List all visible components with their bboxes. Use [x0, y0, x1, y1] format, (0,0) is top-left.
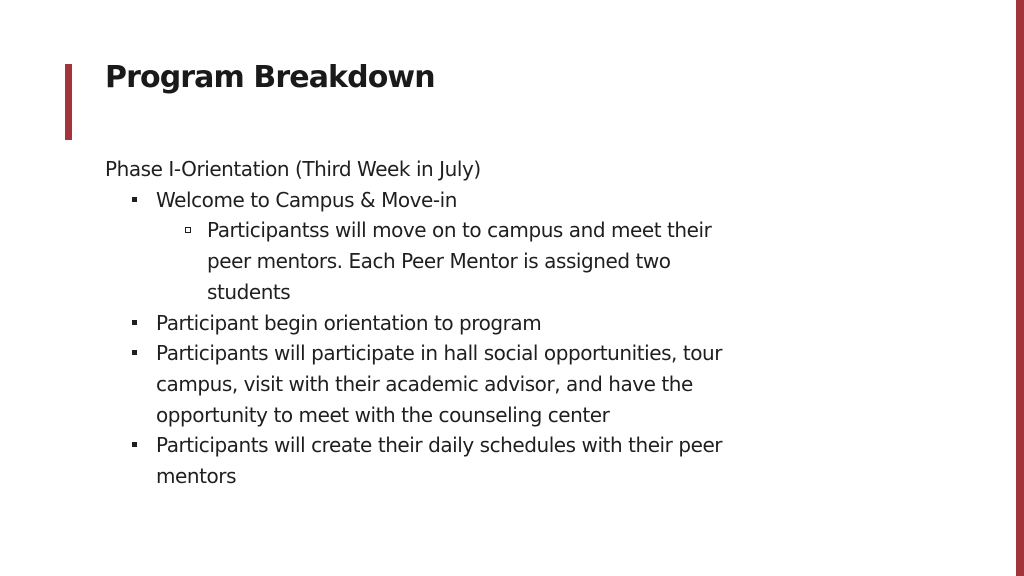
square-bullet-icon	[132, 350, 137, 355]
sub-bullet-item	[207, 215, 765, 307]
hollow-square-bullet-icon	[185, 227, 191, 233]
title-accent-bar	[65, 64, 72, 140]
slide-title: Program Breakdown	[105, 60, 435, 95]
bullet-item	[156, 338, 765, 430]
bullet-item	[156, 185, 765, 308]
bullet-item	[156, 308, 765, 339]
square-bullet-icon	[132, 197, 137, 202]
bullet-item	[156, 430, 765, 491]
square-bullet-icon	[132, 442, 137, 447]
bullet-list	[105, 185, 765, 492]
bullet-text: Welcome to Campus & Move-in	[156, 187, 458, 212]
bullet-text: Participant begin orientation to program	[156, 310, 542, 335]
sub-bullet-text: Participantss will move on to campus and meet their peer mentors. Each Peer Mentor is assigned two students	[207, 218, 712, 304]
slide-body	[105, 154, 765, 492]
right-edge-bar	[1016, 0, 1024, 576]
phase-heading: Phase I-Orientation (Third Week in July)	[105, 157, 481, 181]
sub-bullet-list	[156, 215, 765, 307]
bullet-text: Participants will create their daily schedules with their peer mentors	[156, 433, 723, 489]
bullet-text: Participants will participate in hall social opportunities, tour campus, visit with their academic advisor, and have the opportunity to meet with the counseling center	[156, 341, 723, 427]
square-bullet-icon	[132, 320, 137, 325]
